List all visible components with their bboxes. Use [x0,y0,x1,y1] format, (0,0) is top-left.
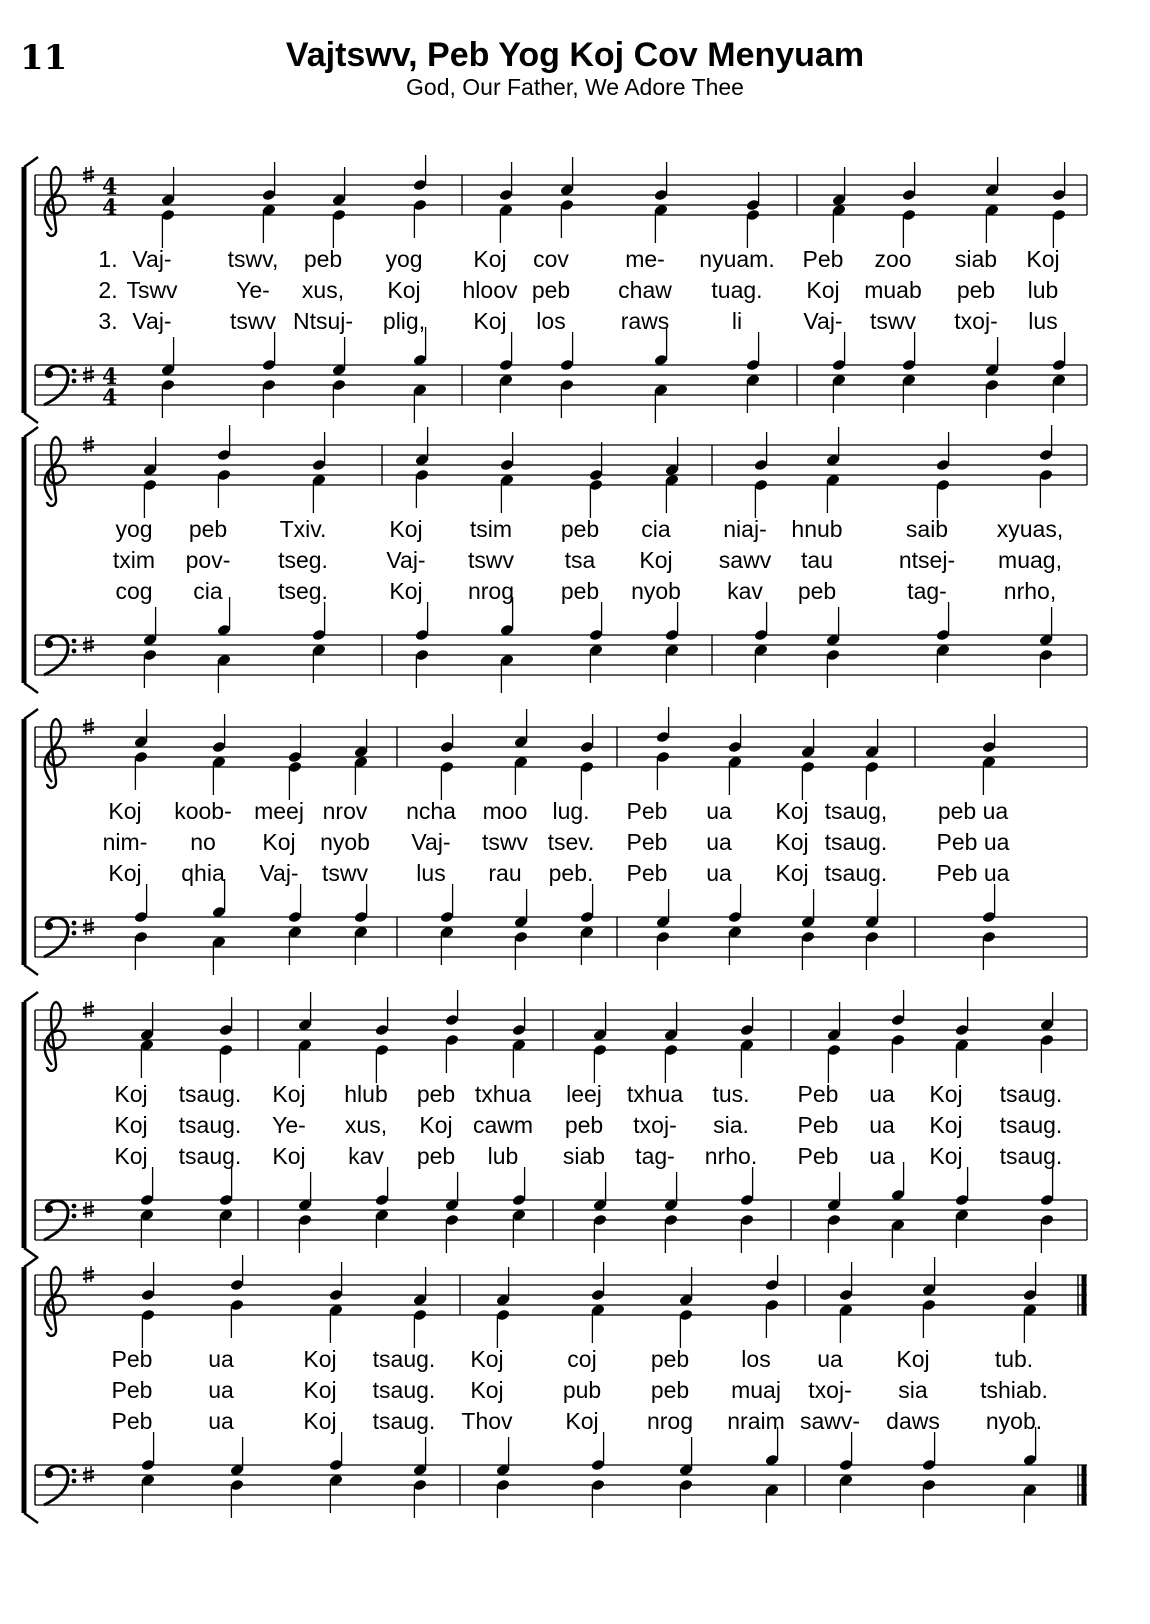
lyric-syllable: tsaug. [999,1143,1063,1169]
lyric-syllable: sawv- [799,1408,861,1434]
time-signature-bottom: 4 [102,385,118,411]
lyric-syllable: nrog [467,578,515,604]
lyric-syllable: tsim [469,516,513,542]
lyric-syllable: Vaj- [411,829,451,855]
lyric-syllable: Koj [114,1081,148,1107]
treble-clef-icon [45,1002,66,1071]
lyric-syllable: Peb ua [936,829,1010,855]
lyric-syllable: rau [488,860,522,886]
lyric-syllable: peb [416,1143,456,1169]
lyric-syllable: tswv [870,308,916,334]
lyric-syllable: xus, [301,277,345,303]
lyric-syllable: 2. [98,277,118,303]
lyric-syllable: muaj [731,1377,781,1403]
lyric-syllable: tsaug. [178,1081,242,1107]
system-bracket [24,709,38,975]
lyric-syllable: tsaug. [824,860,888,886]
lyric-syllable: tuag. [711,277,763,303]
lyric-syllable: tshiab. [980,1377,1048,1403]
lyric-syllable: ntsej- [898,547,956,573]
lyric-syllable: Koj [272,1143,306,1169]
treble-clef-icon [45,1267,66,1336]
score-system-1 [0,155,1150,465]
lyric-syllable: tswv, [227,246,279,272]
lyric-syllable: leej [566,1081,602,1107]
system-bracket [24,1257,38,1523]
lyric-syllable: Koj [806,277,840,303]
lyric-syllable: meej [254,798,304,824]
lyric-syllable: Koj [473,308,507,334]
lyric-syllable: sia [898,1377,928,1403]
lyric-syllable: tus. [712,1081,750,1107]
lyric-syllable: lug. [552,798,590,824]
lyric-syllable: peb [650,1346,690,1372]
lyric-syllable: 3. [98,308,118,334]
lyric-syllable: nyob [631,578,681,604]
lyric-syllable: sawv [718,547,772,573]
lyric-syllable: tseg. [278,547,328,573]
treble-staff [35,727,1087,767]
lyric-syllable: Koj [929,1081,963,1107]
lyric-syllable: plig, [382,308,426,334]
lyric-syllable: koob- [174,798,232,824]
lyric-syllable: Koj [565,1408,599,1434]
lyric-syllable: Koj [108,860,142,886]
lyric-syllable: ua [869,1143,895,1169]
lyric-syllable: pub [562,1377,602,1403]
lyric-syllable: Koj [639,547,673,573]
lyric-syllable: txoj- [808,1377,852,1403]
lyric-syllable: nrog [646,1408,694,1434]
score-system-2 [0,425,1150,735]
hymn-subtitle: God, Our Father, We Adore Thee [406,74,744,100]
lyric-syllable: lub [1027,277,1059,303]
lyric-syllable: tsaug. [178,1143,242,1169]
lyric-syllable: nrov [322,798,368,824]
lyric-syllable: nraim [727,1408,785,1434]
lyric-syllable: tswv [230,308,276,334]
lyric-syllable: tswv [322,860,368,886]
lyric-syllable: Peb [626,829,668,855]
lyric-syllable: coj [567,1346,597,1372]
lyric-syllable: ua [817,1346,843,1372]
lyric-syllable: Koj [114,1112,148,1138]
lyric-syllable: Koj [114,1143,148,1169]
lyric-syllable: tsaug. [999,1081,1063,1107]
lyric-syllable: peb [560,578,600,604]
score-system-4 [0,990,1150,1300]
lyric-syllable: Koj [387,277,421,303]
lyric-syllable: Vaj- [386,547,426,573]
lyric-syllable: nyob [320,829,370,855]
time-signature-top: 4 [102,174,118,200]
time-signature-bottom: 4 [102,195,118,221]
lyric-syllable: kav [348,1143,384,1169]
lyric-syllable: tsaug. [372,1408,436,1434]
lyric-syllable: Koj [929,1143,963,1169]
lyric-syllable: tswv [468,547,514,573]
lyric-syllable: Peb [111,1346,153,1372]
lyric-syllable: Txiv. [279,516,327,542]
lyric-syllable: lus [416,860,446,886]
lyric-syllable: peb [560,516,600,542]
lyric-syllable: tag- [907,578,947,604]
lyric-syllable: siab [954,246,998,272]
lyric-syllable: sia. [713,1112,749,1138]
lyric-syllable: muab [864,277,922,303]
treble-clef-icon [45,437,66,506]
lyric-syllable: cov [533,246,569,272]
lyric-syllable: Koj [473,246,507,272]
time-signature-top: 4 [102,364,118,390]
treble-staff [35,1010,1087,1050]
lyric-syllable: tau [801,547,833,573]
lyric-syllable: Peb [797,1081,839,1107]
lyric-syllable: kav [727,578,763,604]
lyric-syllable: ua [869,1112,895,1138]
lyric-syllable: tsaug. [178,1112,242,1138]
lyric-syllable: chaw [618,277,672,303]
lyric-syllable: txhua [474,1081,532,1107]
lyric-syllable: Vaj- [132,308,172,334]
lyric-syllable: Vaj- [132,246,172,272]
lyric-syllable: tsaug, [824,798,888,824]
lyric-syllable: peb [531,277,571,303]
bass-staff [35,917,1087,957]
lyric-syllable: txim [112,547,156,573]
lyric-syllable: Koj [262,829,296,855]
lyric-syllable: Ye- [236,277,270,303]
lyric-syllable: tsaug. [372,1377,436,1403]
lyric-syllable: Koj [389,516,423,542]
lyric-syllable: peb [564,1112,604,1138]
lyric-syllable: ua [208,1408,234,1434]
bass-staff [35,1200,1087,1240]
lyric-syllable: nrho, [1003,578,1057,604]
lyric-syllable: cia [641,516,671,542]
bass-staff [35,635,1087,675]
lyric-syllable: tsaug. [999,1112,1063,1138]
lyric-syllable: hloov [462,277,518,303]
lyric-syllable: Koj [896,1346,930,1372]
lyric-syllable: Ye- [272,1112,306,1138]
system-bracket [24,427,38,693]
lyric-syllable: ua [869,1081,895,1107]
lyric-syllable: Koj [775,829,809,855]
lyric-syllable: ua [706,798,732,824]
lyric-syllable: peb [416,1081,456,1107]
treble-staff [35,445,1087,485]
lyric-syllable: me- [625,246,665,272]
system-bracket [24,157,38,423]
lyric-syllable: Koj [389,578,423,604]
lyric-syllable: cia [193,578,223,604]
lyric-syllable: cawm [472,1112,534,1138]
lyric-syllable: tsa [564,547,596,573]
lyric-syllable: Ntsuj- [292,308,354,334]
lyric-syllable: Peb [111,1377,153,1403]
hymn-title: Vajtswv, Peb Yog Koj Cov Menyuam [285,36,865,74]
lyric-syllable: Koj [303,1377,337,1403]
lyric-syllable: Vaj- [259,860,299,886]
lyric-syllable: tsaug. [824,829,888,855]
lyric-syllable: nim- [102,829,148,855]
lyric-syllable: Koj [419,1112,453,1138]
lyric-syllable: Peb [626,860,668,886]
lyric-syllable: Koj [303,1408,337,1434]
lyric-syllable: cog [115,578,153,604]
lyric-syllable: Koj [470,1346,504,1372]
lyric-syllable: hlub [344,1081,388,1107]
score-system-3 [0,707,1150,1017]
lyric-syllable: tswv [482,829,528,855]
lyric-syllable: saib [905,516,949,542]
lyric-syllable: Peb [111,1408,153,1434]
lyric-syllable: Koj [775,798,809,824]
lyric-syllable: lus [1028,308,1058,334]
lyric-syllable: peb [188,516,228,542]
lyric-syllable: txhua [626,1081,684,1107]
lyric-syllable: Koj [929,1112,963,1138]
lyric-syllable: tub. [994,1346,1034,1372]
lyric-syllable: ua [706,829,732,855]
lyric-syllable: Tswv [126,277,178,303]
lyric-syllable: Koj [775,860,809,886]
lyric-syllable: Peb [802,246,844,272]
lyric-syllable: raws [620,308,670,334]
lyric-syllable: yog [385,246,423,272]
lyric-syllable: zoo [874,246,912,272]
lyric-syllable: qhia [181,860,225,886]
lyric-syllable: peb ua [937,798,1009,824]
lyric-syllable: tsev. [547,829,595,855]
lyric-syllable: Koj [108,798,142,824]
lyric-syllable: tseg. [278,578,328,604]
lyric-syllable: peb [303,246,343,272]
lyric-syllable: los [741,1346,771,1372]
lyric-syllable: Peb [797,1112,839,1138]
lyric-syllable: daws [886,1408,940,1434]
lyric-syllable: xus, [344,1112,388,1138]
lyric-syllable: nyuam. [699,246,775,272]
lyric-syllable: niaj- [723,516,767,542]
lyric-syllable: ua [706,860,732,886]
lyric-syllable: nyob. [985,1408,1043,1434]
score-system-5 [0,1255,1150,1565]
system-bracket [24,992,38,1258]
treble-clef-icon [45,167,66,236]
lyric-syllable: peb [956,277,996,303]
lyric-syllable: xyuas, [996,516,1064,542]
lyric-syllable: peb. [548,860,594,886]
lyric-syllable: Vaj- [803,308,843,334]
lyric-syllable: nrho. [704,1143,758,1169]
lyric-syllable: ua [208,1377,234,1403]
hymn-number: 11 [20,38,68,78]
lyric-syllable: Peb [797,1143,839,1169]
lyric-syllable: moo [482,798,528,824]
lyric-syllable: txoj- [954,308,998,334]
lyric-syllable: 1. [98,246,118,272]
lyric-syllable: txoj- [633,1112,677,1138]
lyric-syllable: los [536,308,566,334]
lyric-syllable: peb [650,1377,690,1403]
lyric-syllable: hnub [791,516,843,542]
lyric-syllable: ncha [406,798,456,824]
lyric-syllable: tag- [635,1143,675,1169]
lyric-syllable: Thov [461,1408,513,1434]
lyric-syllable: peb [797,578,837,604]
lyric-syllable: li [731,308,743,334]
lyric-syllable: muag, [998,547,1062,573]
lyric-syllable: ua [208,1346,234,1372]
lyric-syllable: Koj [272,1081,306,1107]
treble-clef-icon [45,719,66,788]
lyric-syllable: no [190,829,216,855]
lyric-syllable: yog [115,516,153,542]
lyric-syllable: siab [562,1143,606,1169]
lyric-syllable: Peb ua [936,860,1010,886]
lyric-syllable: Peb [626,798,668,824]
lyric-syllable: Koj [1026,246,1060,272]
lyric-syllable: lub [487,1143,519,1169]
lyric-syllable: Koj [470,1377,504,1403]
lyric-syllable: tsaug. [372,1346,436,1372]
lyric-syllable: pov- [185,547,231,573]
lyric-syllable: Koj [303,1346,337,1372]
